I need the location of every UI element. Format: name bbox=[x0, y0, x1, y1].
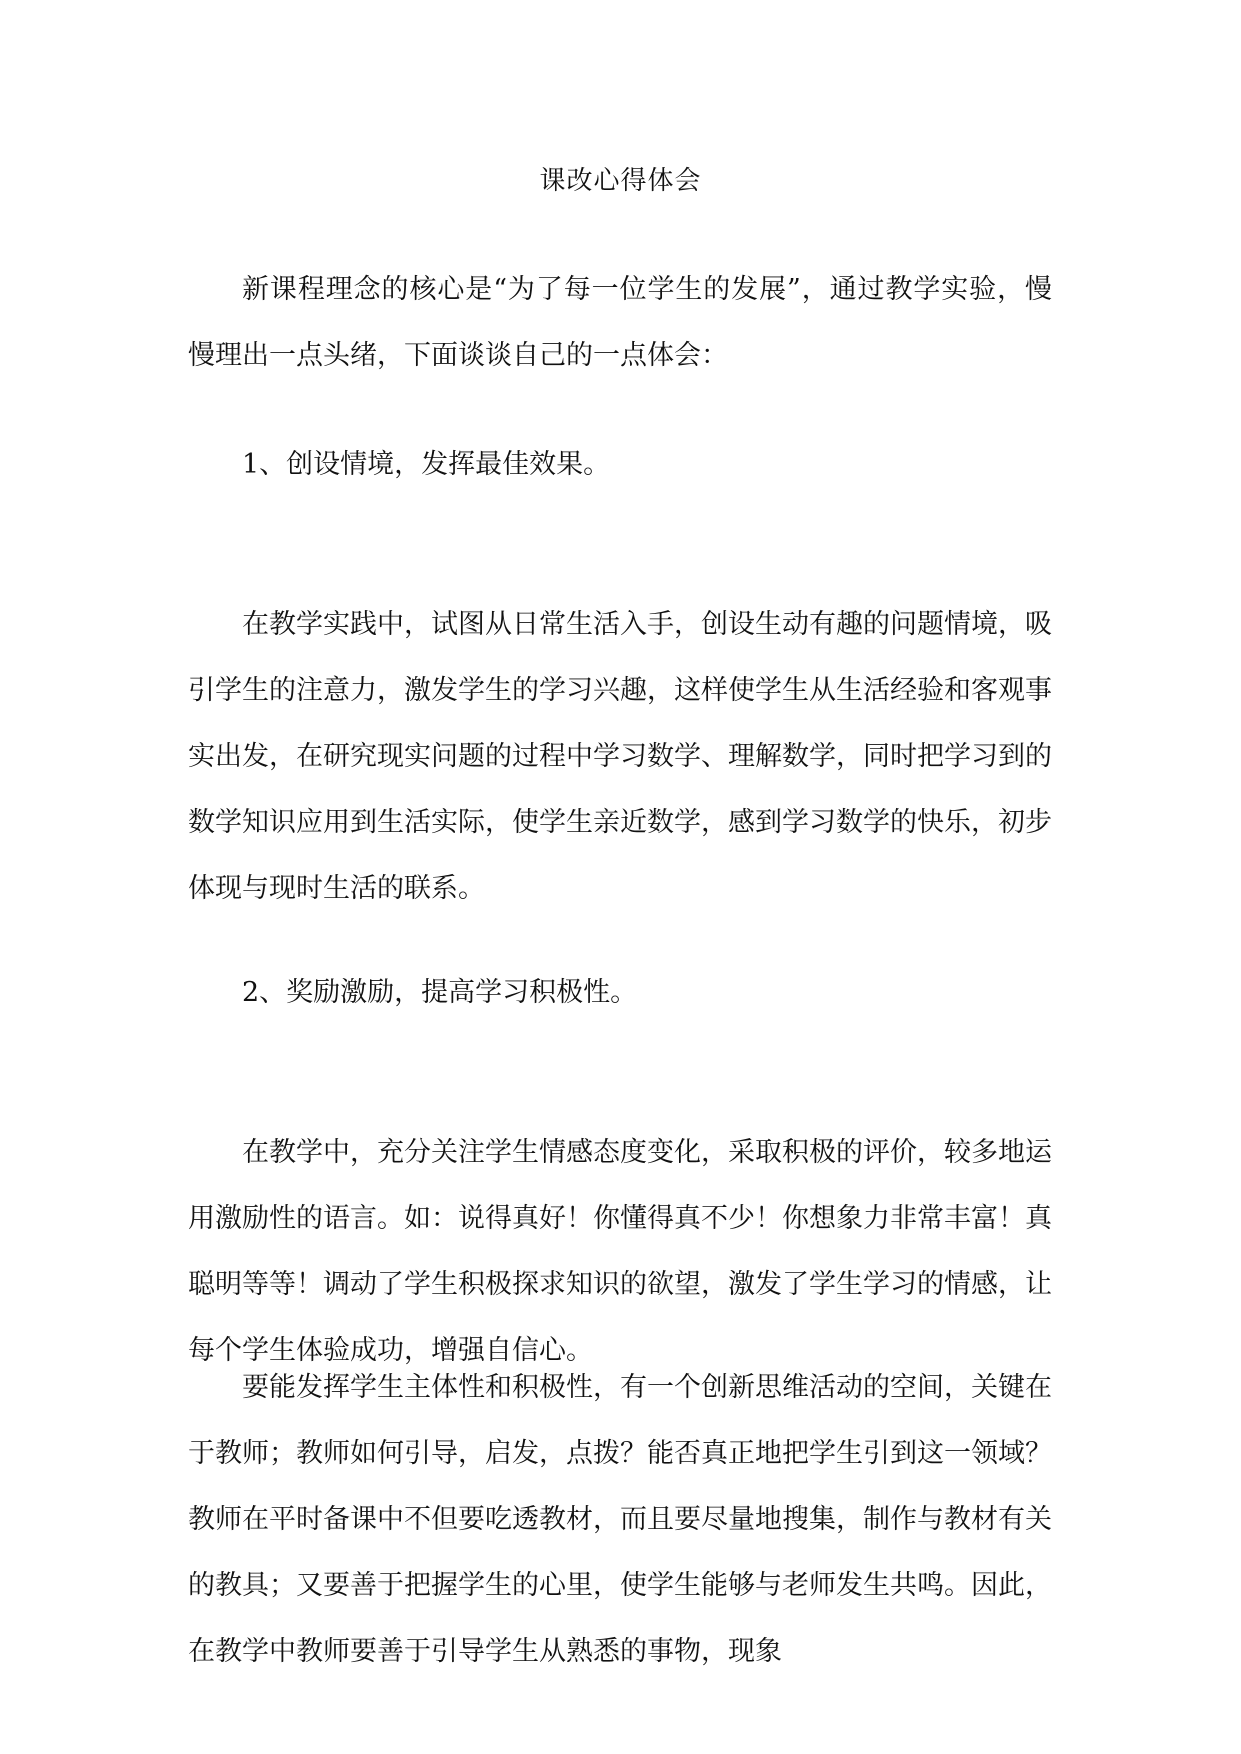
paragraph-teacher-role: 要能发挥学生主体性和积极性，有一个创新思维活动的空间，关键在于教师；教师如何引导，启发，点拨？能否真正地把学生引到这一领域？教师在平时备课中不但要吃透教材，而且要尽量地搜集，制作与教材有关的教具；又要善于把握学生的心里，使学生能够与老师发生共鸣。因此，在教学中教师要善于引导学生从熟悉的事物，现象 bbox=[188, 1372, 1052, 1667]
paragraph-section-1: 在教学实践中，试图从日常生活入手，创设生动有趣的问题情境，吸引学生的注意力，激发学生的学习兴趣，这样使学生从生活经验和客观事实出发，在研究现实问题的过程中学习数学、理解数学，同时把学习到的数学知识应用到生活实际，使学生亲近数学，感到学习数学的快乐，初步体现与现时生活的联系。 bbox=[188, 609, 1052, 904]
paragraph-intro: 新课程理念的核心是“为了每一位学生的发展”，通过教学实验，慢慢理出一点头绪，下面谈谈自己的一点体会： bbox=[188, 274, 1052, 371]
paragraph-section-2: 在教学中，充分关注学生情感态度变化，采取积极的评价，较多地运用激励性的语言。如：说得真好！你懂得真不少！你想象力非常丰富！真聪明等等！调动了学生积极探求知识的欲望，激发了学生学习的情感，让每个学生体验成功，增强自信心。 bbox=[188, 1137, 1052, 1366]
document-title: 课改心得体会 bbox=[539, 166, 702, 196]
section-heading-2: 2、奖励激励，提高学习积极性。 bbox=[242, 977, 638, 1008]
section-heading-1: 1、创设情境，发挥最佳效果。 bbox=[242, 449, 611, 480]
